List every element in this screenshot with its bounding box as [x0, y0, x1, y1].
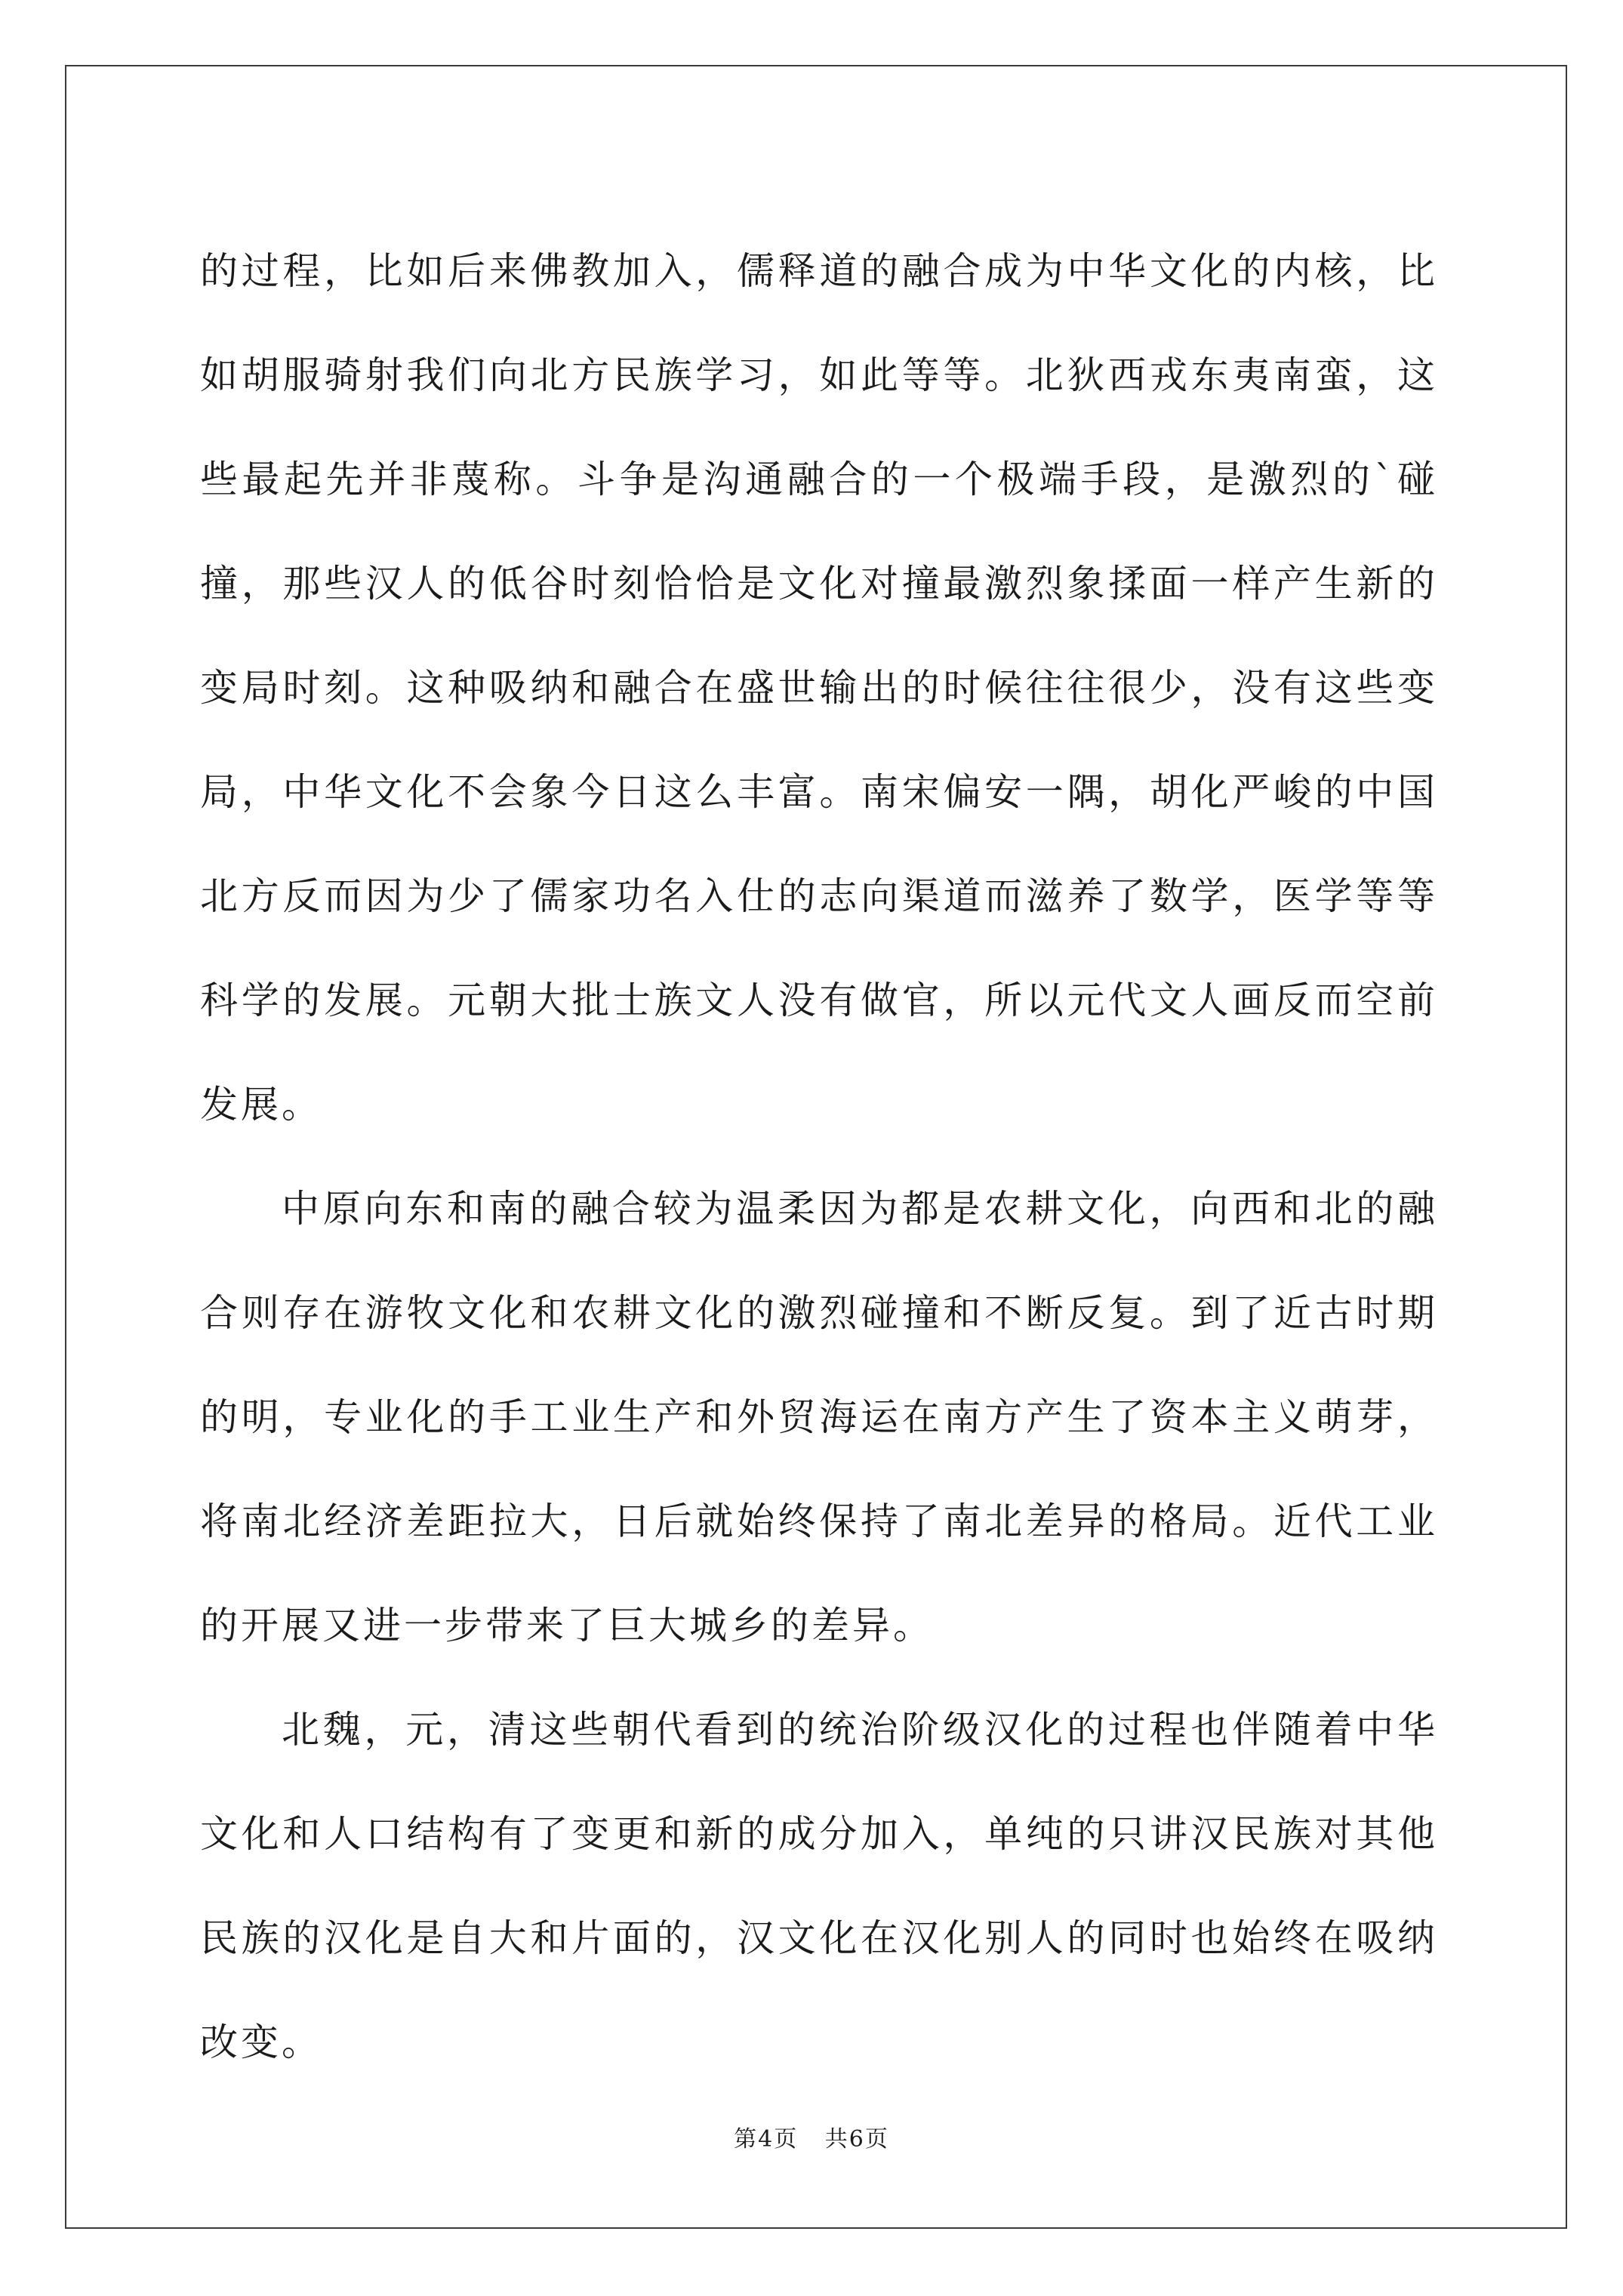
paragraph-1: 的过程，比如后来佛教加入，儒释道的融合成为中华文化的内核，比如胡服骑射我们向北方民族学习，如此等等。北狄西戎东夷南蛮，这些最起先并非蔑称。斗争是沟通融合的一个极端手段，是激烈的`碰撞，那些汉人的低谷时刻恰恰是文化对撞最激烈象揉面一样产生新的变局时刻。这种吸纳和融合在盛世输出的时候往往很少，没有这些变局，中华文化不会象今日这么丰富。南宋偏安一隅，胡化严峻的中国北方反而因为少了儒家功名入仕的志向渠道而滋养了数学，医学等等科学的发展。元朝大批士族文人没有做官，所以元代文人画反而空前发展。 [200, 249, 1438, 1126]
document-body [200, 219, 1438, 2094]
paragraph-3: 北魏，元，清这些朝代看到的统治阶级汉化的过程也伴随着中华文化和人口结构有了变更和新的成分加入，单纯的只讲汉民族对其他民族的汉化是自大和片面的，汉文化在汉化别人的同时也始终在吸纳改变。 [200, 1708, 1438, 2064]
paragraph-2: 中原向东和南的融合较为温柔因为都是农耕文化，向西和北的融合则存在游牧文化和农耕文化的激烈碰撞和不断反复。到了近古时期的明，专业化的手工业生产和外贸海运在南方产生了资本主义萌芽，将南北经济差距拉大，日后就始终保持了南北差异的格局。近代工业的开展又进一步带来了巨大城乡的差异。 [200, 1187, 1438, 1647]
page-total: 共6页 [824, 2126, 889, 2153]
page-footer [0, 2120, 1623, 2153]
page-number: 第4页 [734, 2126, 799, 2153]
